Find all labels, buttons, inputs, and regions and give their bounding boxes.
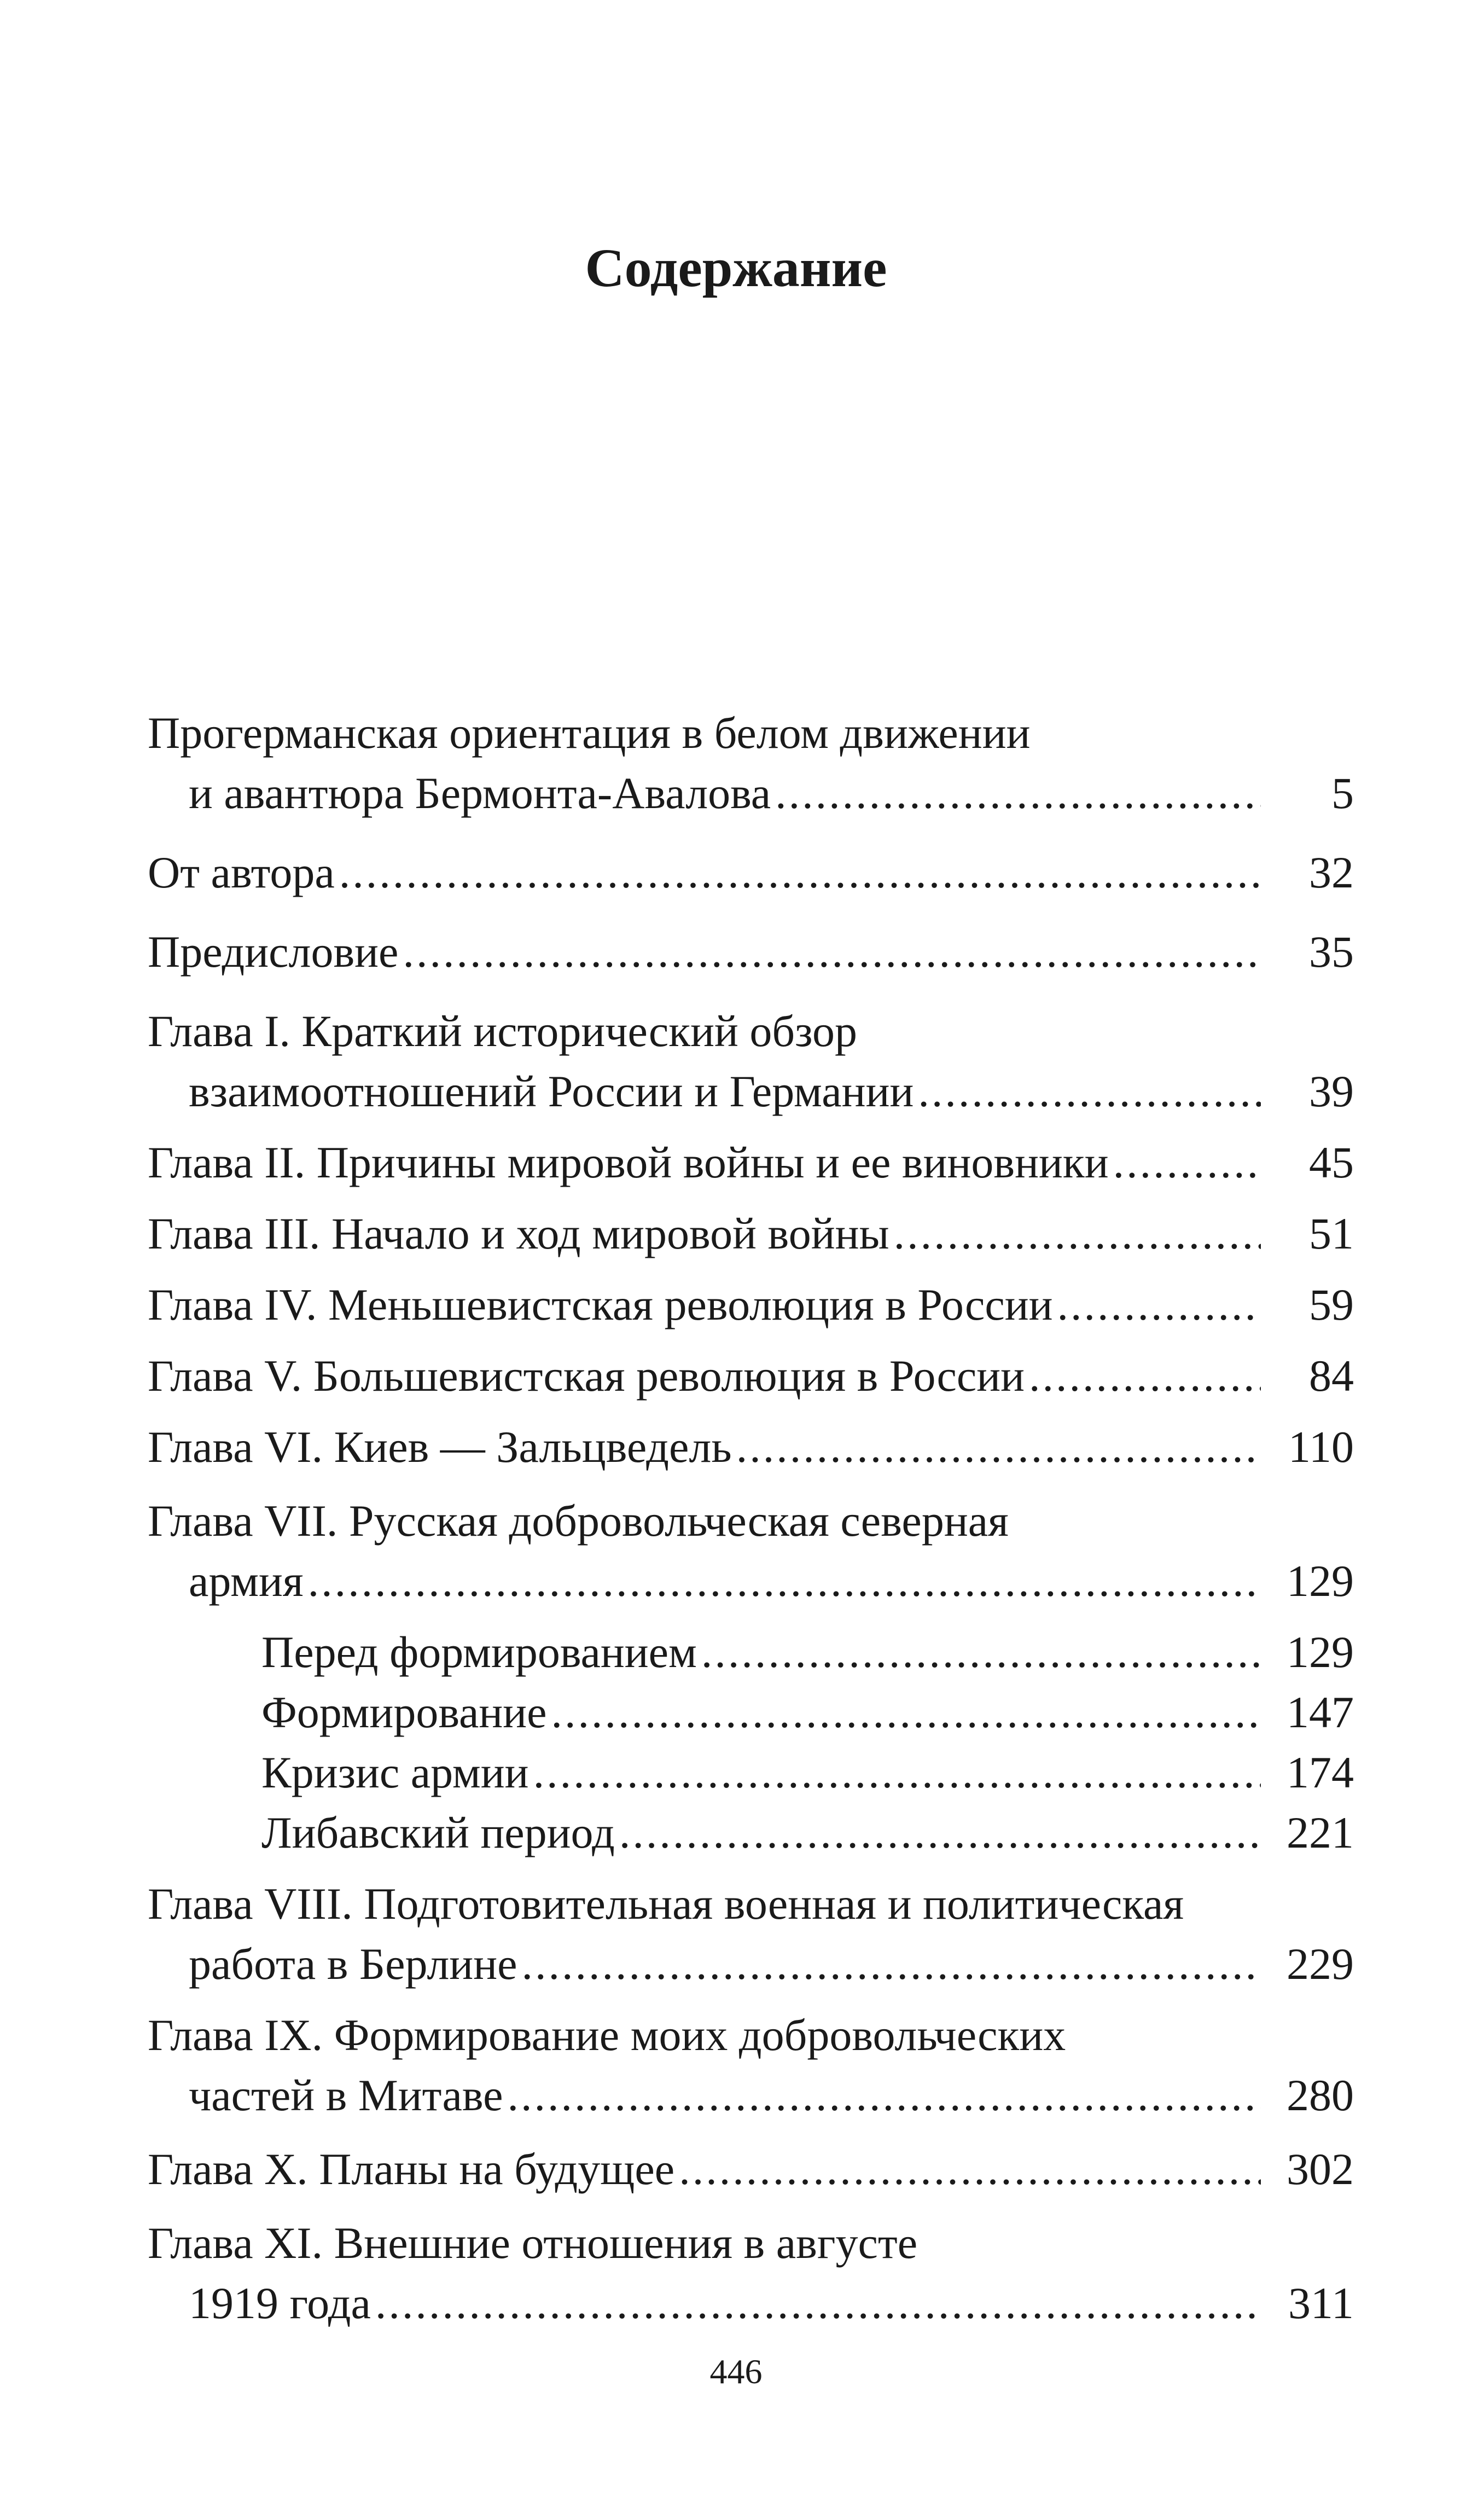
page-title: Содержание	[585, 237, 887, 298]
leader-dots	[1053, 1275, 1261, 1335]
toc-entry-line	[148, 2213, 1354, 2273]
toc-entry-title: Кризис армии	[261, 1747, 529, 1797]
toc-page-number: 39	[1309, 1066, 1354, 1116]
toc-entry-title: Глава XI. Внешние отношения в августе	[148, 2218, 918, 2268]
toc-entry-line	[148, 1346, 1354, 1406]
toc-page-number: 302	[1287, 2144, 1354, 2194]
toc-entry-line	[148, 1491, 1354, 1551]
toc-entry-title: Глава IV. Меньшевистская революция в России	[148, 1280, 1053, 1329]
toc-page-number: 35	[1309, 927, 1354, 977]
toc-entry-title: Прогерманская ориентация в белом движении	[148, 708, 1031, 758]
toc-page-number: 221	[1287, 1808, 1354, 1857]
toc-page-number: 51	[1309, 1209, 1354, 1258]
toc-entry-title: Глава III. Начало и ход мировой войны	[148, 1209, 889, 1258]
leader-dots	[674, 2139, 1261, 2199]
toc-page-number: 174	[1287, 1747, 1354, 1797]
toc-page-number: 311	[1288, 2278, 1354, 2328]
toc-entry-title: Глава V. Большевистская революция в России	[148, 1351, 1025, 1401]
leader-dots	[398, 922, 1261, 982]
leader-dots	[529, 1743, 1261, 1803]
leader-dots	[771, 763, 1261, 823]
toc-subentry-line	[261, 1622, 1354, 1682]
toc-subentry-line	[261, 1803, 1354, 1863]
toc-entry-line	[148, 1133, 1354, 1193]
toc-entry-title: работа в Берлине	[189, 1939, 517, 1989]
toc-entry-line	[148, 1001, 1354, 1061]
toc-subentry-line	[261, 1743, 1354, 1803]
toc-entry-line	[148, 2005, 1354, 2065]
toc-page-number: 110	[1288, 1422, 1354, 1472]
toc-entry-line	[189, 1934, 1354, 1994]
toc-entry-line	[189, 2065, 1354, 2126]
leader-dots	[615, 1803, 1261, 1863]
leader-dots	[889, 1204, 1261, 1264]
toc-page-number: 84	[1309, 1351, 1354, 1401]
toc-entry-line	[148, 1874, 1354, 1934]
leader-dots	[503, 2065, 1261, 2126]
leader-dots	[1109, 1133, 1261, 1193]
toc-page-number: 32	[1309, 847, 1354, 897]
toc-page-number: 129	[1287, 1627, 1354, 1677]
toc-entry-title: Либавский период	[261, 1808, 615, 1857]
toc-page-number: 5	[1331, 768, 1354, 818]
toc-entry-line	[148, 1417, 1354, 1477]
toc-entry-title: Глава IX. Формирование моих добровольческих	[148, 2010, 1066, 2060]
toc-entry-title: От автора	[148, 847, 335, 897]
toc-page-number: 229	[1287, 1939, 1354, 1989]
toc-entry-line	[189, 763, 1354, 823]
toc-entry-title: Глава II. Причины мировой войны и ее виновники	[148, 1137, 1109, 1187]
toc-entry-line	[148, 1204, 1354, 1264]
toc-entry-title: Предисловие	[148, 927, 399, 977]
leader-dots	[371, 2273, 1261, 2333]
toc-entry-line	[189, 1061, 1354, 1122]
toc-entry-title: взаимоотношений России и Германии	[189, 1066, 914, 1116]
toc-entry-title: Глава VI. Киев — Зальцведель	[148, 1422, 732, 1472]
toc-page-number: 280	[1287, 2070, 1354, 2120]
leader-dots	[1025, 1346, 1261, 1406]
toc-entry-line	[189, 2273, 1354, 2333]
leader-dots	[547, 1682, 1261, 1743]
leader-dots	[914, 1061, 1261, 1122]
leader-dots	[517, 1934, 1261, 1994]
toc-entry-title: Глава I. Краткий исторический обзор	[148, 1006, 858, 1056]
toc-entry-line	[148, 703, 1354, 763]
leader-dots	[697, 1622, 1261, 1682]
toc-page-number: 147	[1287, 1687, 1354, 1737]
leader-dots	[335, 843, 1261, 903]
toc-entry-title: Глава VIII. Подготовительная военная и политическая	[148, 1879, 1184, 1929]
toc-entry-title: Глава X. Планы на будущее	[148, 2144, 675, 2194]
toc-entry-title: армия	[189, 1556, 304, 1606]
toc-entry-title: Перед формированием	[261, 1627, 697, 1677]
toc-entry-title: и авантюра Бермонта-Авалова	[189, 768, 771, 818]
leader-dots	[732, 1417, 1261, 1477]
leader-dots	[304, 1551, 1261, 1611]
toc-entry-line	[148, 843, 1354, 903]
toc-entry-line	[148, 2139, 1354, 2199]
toc-entry-line	[189, 1551, 1354, 1611]
toc-page-number: 129	[1287, 1556, 1354, 1606]
toc-page-number: 59	[1309, 1280, 1354, 1329]
toc-page-number: 45	[1309, 1137, 1354, 1187]
page-number: 446	[709, 2352, 763, 2391]
toc-entry-title: 1919 года	[189, 2278, 371, 2328]
toc-entry-line	[148, 922, 1354, 982]
toc-entry-line	[148, 1275, 1354, 1335]
toc-entry-title: Глава VII. Русская добровольческая северная	[148, 1496, 1009, 1546]
toc-entry-title: Формирование	[261, 1687, 547, 1737]
toc-subentry-line	[261, 1682, 1354, 1743]
toc-entry-title: частей в Митаве	[189, 2070, 503, 2120]
